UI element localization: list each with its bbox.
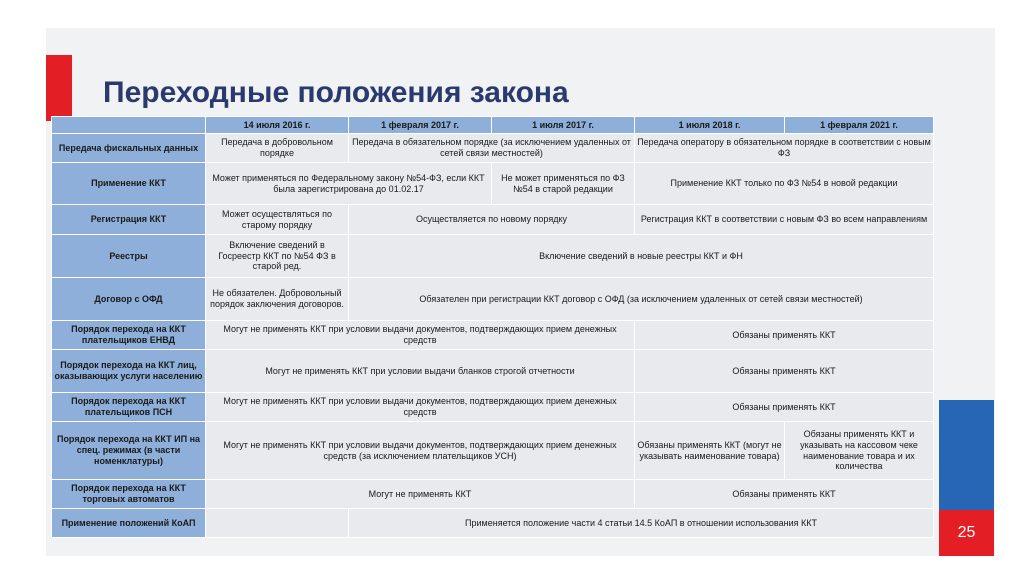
table-cell: Могут не применять ККТ при условии выдачи документов, подтверждающих прием денежных средств	[206, 321, 635, 350]
row-label: Применение ККТ	[52, 163, 206, 205]
transition-table	[51, 116, 934, 538]
accent-red-bar	[46, 55, 72, 121]
table-cell: Включение сведений в Госреестр ККТ по №54 ФЗ в старой ред.	[206, 235, 349, 278]
table-row	[52, 163, 934, 205]
row-label: Реестры	[52, 235, 206, 278]
table-cell: Передача в добровольном порядке	[206, 134, 349, 163]
table-cell: Обязаны применять ККТ	[635, 393, 934, 422]
table-cell: Может осуществляться по старому порядку	[206, 205, 349, 235]
table-cell: Не обязателен. Добровольный порядок заключения договоров.	[206, 278, 349, 321]
row-label: Применение положений КоАП	[52, 509, 206, 538]
table-cell: Регистрация ККТ в соответствии с новым ФЗ во всем направлениям	[635, 205, 934, 235]
row-label: Порядок перехода на ККТ ИП на спец. режимах (в части номенклатуры)	[52, 422, 206, 480]
table-cell: Обязаны применять ККТ	[635, 350, 934, 393]
page-number: 25	[957, 524, 976, 541]
header-row	[52, 117, 934, 134]
table-cell: Передача в обязательном порядке (за исключением удаленных от сетей связи местностей)	[349, 134, 635, 163]
row-label: Договор с ОФД	[52, 278, 206, 321]
table-row	[52, 321, 934, 350]
row-label: Регистрация ККТ	[52, 205, 206, 235]
table-cell: Может применяться по Федеральному закону №54-ФЗ, если ККТ была зарегистрирована до 01.02.17	[206, 163, 492, 205]
table-cell: Передача оператору в обязательном порядке в соответствии с новым ФЗ	[635, 134, 934, 163]
table-cell: Применяется положение части 4 статьи 14.5 КоАП в отношении использования ККТ	[349, 509, 934, 538]
date-header: 1 февраля 2017 г.	[349, 117, 492, 134]
table-cell: Не может применяться по ФЗ №54 в старой редакции	[492, 163, 635, 205]
table-row	[52, 350, 934, 393]
table-row	[52, 480, 934, 509]
row-label: Передача фискальных данных	[52, 134, 206, 163]
table-row	[52, 422, 934, 480]
table-row	[52, 134, 934, 163]
table-row	[52, 278, 934, 321]
row-label: Порядок перехода на ККТ торговых автоматов	[52, 480, 206, 509]
table-cell: Осуществляется по новому порядку	[349, 205, 635, 235]
table-cell: Обязаны применять ККТ	[635, 321, 934, 350]
date-header: 14 июля 2016 г.	[206, 117, 349, 134]
date-header: 1 февраля 2021 г.	[785, 117, 934, 134]
table-cell	[206, 509, 349, 538]
table-row	[52, 235, 934, 278]
row-label: Порядок перехода на ККТ плательщиков ЕНВД	[52, 321, 206, 350]
table-row	[52, 205, 934, 235]
date-header: 1 июля 2018 г.	[635, 117, 785, 134]
table-cell: Обязаны применять ККТ (могут не указывать наименование товара)	[635, 422, 785, 480]
table-cell: Включение сведений в новые реестры ККТ и ФН	[349, 235, 934, 278]
decorative-blue-block	[939, 400, 994, 510]
row-label: Порядок перехода на ККТ лиц, оказывающих услуги населению	[52, 350, 206, 393]
table-cell: Могут не применять ККТ при условии выдачи бланков строгой отчетности	[206, 350, 635, 393]
corner-cell	[52, 117, 206, 134]
table-row	[52, 393, 934, 422]
table-cell: Могут не применять ККТ	[206, 480, 635, 509]
table-cell: Могут не применять ККТ при условии выдачи документов, подтверждающих прием денежных средств (за исключением плательщиков УСН)	[206, 422, 635, 480]
table-cell: Обязаны применять ККТ	[635, 480, 934, 509]
date-header: 1 июля 2017 г.	[492, 117, 635, 134]
table-cell: Обязателен при регистрации ККТ договор с ОФД (за исключением удаленных от сетей связи местностей)	[349, 278, 934, 321]
row-label: Порядок перехода на ККТ плательщиков ПСН	[52, 393, 206, 422]
table-row	[52, 509, 934, 538]
table-cell: Применение ККТ только по ФЗ №54 в новой редакции	[635, 163, 934, 205]
slide-title: Переходные положения закона	[103, 76, 569, 109]
table-cell: Могут не применять ККТ при условии выдачи документов, подтверждающих прием денежных средств	[206, 393, 635, 422]
table-cell: Обязаны применять ККТ и указывать на кассовом чеке наименование товара и их количества	[785, 422, 934, 480]
